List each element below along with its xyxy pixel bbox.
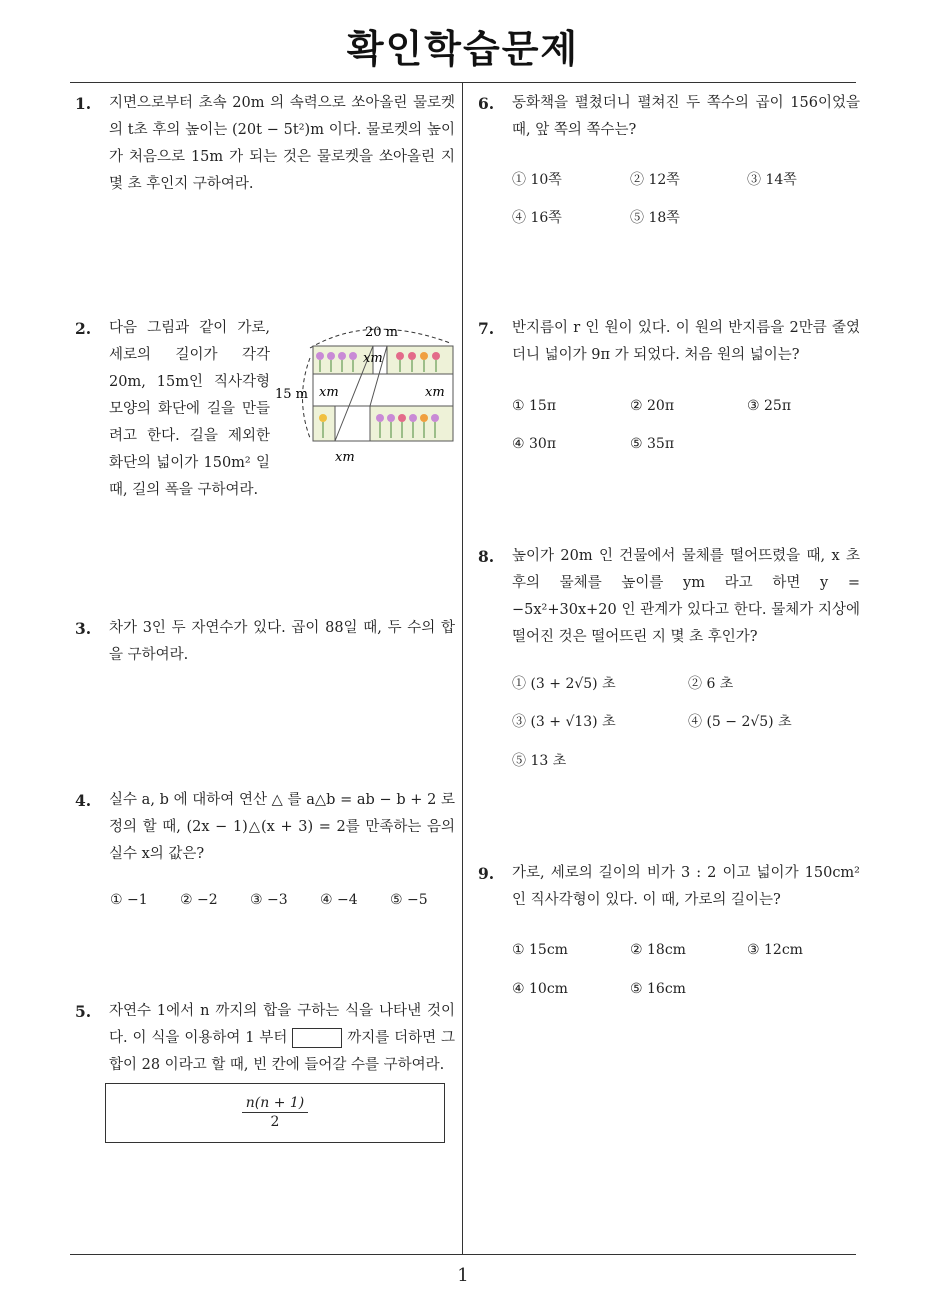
choice-5[interactable]: ⑤ −5 [390,892,428,908]
question-text: 가로, 세로의 길이의 비가 3 : 2 이고 넓이가 150cm² 인 직사각형이 있다. 이 때, 가로의 길이는? [512,865,860,908]
choice-3[interactable]: ③ 12cm [747,942,803,958]
choice-1[interactable]: ① (3 + 2√5) 초 [512,676,616,692]
question-8 [478,543,860,651]
question-number: 6. [478,94,495,113]
question-text: 차가 3인 두 자연수가 있다. 곱이 88일 때, 두 수의 합을 구하여라. [109,620,455,663]
choice-3[interactable]: ③ 14쪽 [747,172,797,188]
question-text: 반지름이 r 인 원이 있다. 이 원의 반지름을 2만큼 줄였더니 넓이가 9π 가 되었다. 처음 원의 넓이는? [512,320,860,363]
diagram-path-label: xm [335,450,355,465]
choice-3[interactable]: ③ (3 + √13) 초 [512,714,616,730]
question-text: 지면으로부터 초속 20m 의 속력으로 쏘아올린 물로켓의 t초 후의 높이는 (20t − 5t²)m 이다. 물로켓의 높이가 처음으로 15m 가 되는 것은 물로켓을 쏘아올린 지 몇 초 후인지 구하여라. [109,95,455,192]
choice-1[interactable]: ① −1 [110,892,148,908]
choice-4[interactable]: ④ 16쪽 [512,210,562,226]
answer-blank-box [292,1028,342,1048]
question-text: 동화책을 펼쳤더니 펼쳐진 두 쪽수의 곱이 156이었을 때, 앞 쪽의 쪽수는? [512,95,860,138]
choice-2[interactable]: ② 12쪽 [630,172,680,188]
question-number: 3. [75,619,92,638]
choice-4[interactable]: ④ −4 [320,892,358,908]
bottom-rule [70,1254,856,1255]
diagram-height-label: 15 m [275,387,309,402]
top-rule [70,82,856,83]
choice-2[interactable]: ② 18cm [630,942,686,958]
question-number: 5. [75,1002,92,1021]
garden-path-diagram [275,318,460,468]
choice-2[interactable]: ② 20π [630,398,675,414]
sum-formula [242,1094,309,1131]
column-divider [462,83,463,1254]
question-text: 높이가 20m 인 건물에서 물체를 떨어뜨렸을 때, x 초 후의 물체를 높이를 ym 라고 하면 y = −5x²+30x+20 인 관계가 있다고 한다. 물체가 지상에 떨어진 것은 떨어뜨린 지 몇 초 후인가? [512,548,860,645]
question-7 [478,315,860,369]
question-number: 9. [478,864,495,883]
diagram-path-label: xm [319,385,339,400]
choice-1[interactable]: ① 15cm [512,942,568,958]
question-number: 4. [75,791,92,810]
question-9 [478,860,860,914]
question-text-part-2: 까지를 더하면 그 합이 28 이라고 할 때, 빈 칸에 들어갈 수를 구하여라. [109,1030,456,1073]
choice-4[interactable]: ④ 30π [512,436,557,452]
choice-2[interactable]: ② −2 [180,892,218,908]
question-text-part-1: 자연수 1에서 n 까지의 합을 구하는 식을 나타낸 것이다. 이 식을 이용하여 1 부터 [109,1003,455,1046]
choice-1[interactable]: ① 10쪽 [512,172,562,188]
diagram-width-label: 20 m [365,325,399,340]
formula-box [105,1083,445,1143]
formula-denominator: 2 [270,1114,280,1130]
choice-3[interactable]: ③ 25π [747,398,792,414]
choice-4[interactable]: ④ 10cm [512,981,568,997]
choice-1[interactable]: ① 15π [512,398,557,414]
question-number: 8. [478,547,495,566]
question-1 [75,90,455,198]
question-5 [75,998,455,1079]
question-number: 2. [75,319,92,338]
question-6 [478,90,860,144]
choice-3[interactable]: ③ −3 [250,892,288,908]
question-text: 실수 a, b 에 대하여 연산 △ 를 a△b = ab − b + 2 로 정의 할 때, (2x − 1)△(x + 3) = 2를 만족하는 음의 실수 x의 값은? [109,792,455,862]
choice-5[interactable]: ⑤ 16cm [630,981,686,997]
question-2 [75,315,270,504]
page-title: 확인학습문제 [346,27,580,71]
question-text: 다음 그림과 같이 가로, 세로의 길이가 각각 20m, 15m인 직사각형 모양의 화단에 길을 만들려고 한다. 길을 제외한 화단의 넓이가 150m² 일 때, 길의 폭을 구하여라. [109,320,270,498]
diagram-path-label: xm [363,351,383,366]
formula-numerator: n(n + 1) [242,1094,309,1113]
choice-5[interactable]: ⑤ 35π [630,436,675,452]
choice-4[interactable]: ④ (5 − 2√5) 초 [688,714,792,730]
question-4 [75,787,455,868]
diagram-path-label: xm [425,385,445,400]
choice-5[interactable]: ⑤ 18쪽 [630,210,680,226]
question-number: 7. [478,319,495,338]
question-number: 1. [75,94,92,113]
question-text [109,998,455,1079]
page-number: 1 [457,1265,469,1286]
choice-2[interactable]: ② 6 초 [688,676,734,692]
question-3 [75,615,455,669]
choice-5[interactable]: ⑤ 13 초 [512,753,567,769]
